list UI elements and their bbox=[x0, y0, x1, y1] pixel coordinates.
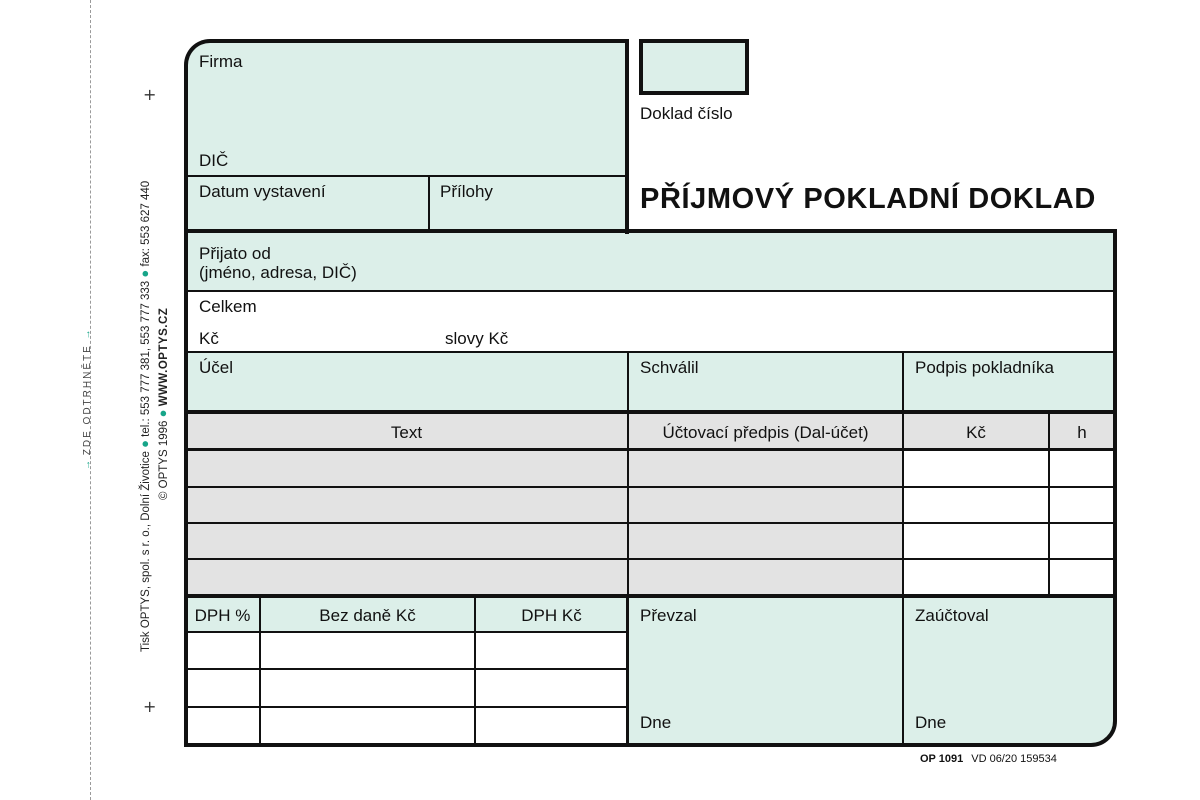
table-header-text: Text bbox=[390, 423, 423, 442]
arrow-right-icon: → bbox=[82, 329, 93, 340]
label-prilohy: Přílohy bbox=[440, 182, 493, 201]
label-datum-vystaveni: Datum vystavení bbox=[199, 182, 326, 201]
label-kc: Kč bbox=[199, 329, 219, 348]
registration-mark-bottom: + bbox=[143, 697, 157, 716]
label-zauctoval: Zaúčtoval bbox=[915, 606, 989, 625]
frame-doklad-cislo bbox=[639, 39, 749, 95]
bullet-dot-icon: ● bbox=[155, 409, 170, 418]
printer-info-line2: © OPTYS 1996 ● WWW.OPTYS.CZ bbox=[155, 307, 170, 500]
vat-header-dph-pct: DPH % bbox=[194, 606, 251, 625]
frame-top-left bbox=[184, 39, 629, 234]
label-prevzal: Převzal bbox=[640, 606, 697, 625]
registration-mark-top: + bbox=[143, 85, 157, 104]
label-dne-zauctoval: Dne bbox=[915, 713, 947, 732]
label-firma: Firma bbox=[199, 52, 243, 71]
label-celkem: Celkem bbox=[199, 297, 257, 316]
label-dic: DIČ bbox=[199, 151, 229, 170]
table-header-kc: Kč bbox=[966, 423, 986, 442]
table-header-h: h bbox=[1077, 423, 1087, 442]
printer-info-line1: Tisk OPTYS, spol. s r. o., Dolní Životice ● tel.: 553 777 381, 553 777 333 ● fax: 553 627 440 bbox=[137, 180, 152, 652]
label-slovy-kc: slovy Kč bbox=[445, 329, 509, 348]
vat-header-bez-dane: Bez daně Kč bbox=[319, 606, 416, 625]
label-ucel: Účel bbox=[199, 358, 234, 377]
label-doklad-cislo: Doklad číslo bbox=[640, 104, 733, 123]
vat-header-dph-kc: DPH Kč bbox=[521, 606, 582, 625]
arrow-right-icon: → bbox=[82, 460, 93, 470]
document-title: PŘÍJMOVÝ POKLADNÍ DOKLAD bbox=[640, 183, 1096, 215]
bullet-dot-icon: ● bbox=[137, 440, 152, 448]
tear-here-label: → ZDE ODTRHNĚTE → bbox=[82, 329, 93, 470]
label-schvalil: Schválil bbox=[640, 358, 699, 377]
label-podpis-pokladnika: Podpis pokladníka bbox=[915, 358, 1054, 377]
form-code: OP 1091 bbox=[920, 753, 964, 765]
form-meta: VD 06/20 159534 bbox=[971, 753, 1057, 765]
label-dne-prevzal: Dne bbox=[640, 713, 672, 732]
bullet-dot-icon: ● bbox=[137, 269, 152, 278]
table-header-uctovaci-predpis: Účtovací předpis (Dal-účet) bbox=[662, 423, 869, 442]
label-prijato-od: Přijato od bbox=[199, 244, 271, 263]
form-footer bbox=[920, 753, 1057, 765]
label-prijato-od-detail: (jméno, adresa, DIČ) bbox=[199, 263, 357, 282]
